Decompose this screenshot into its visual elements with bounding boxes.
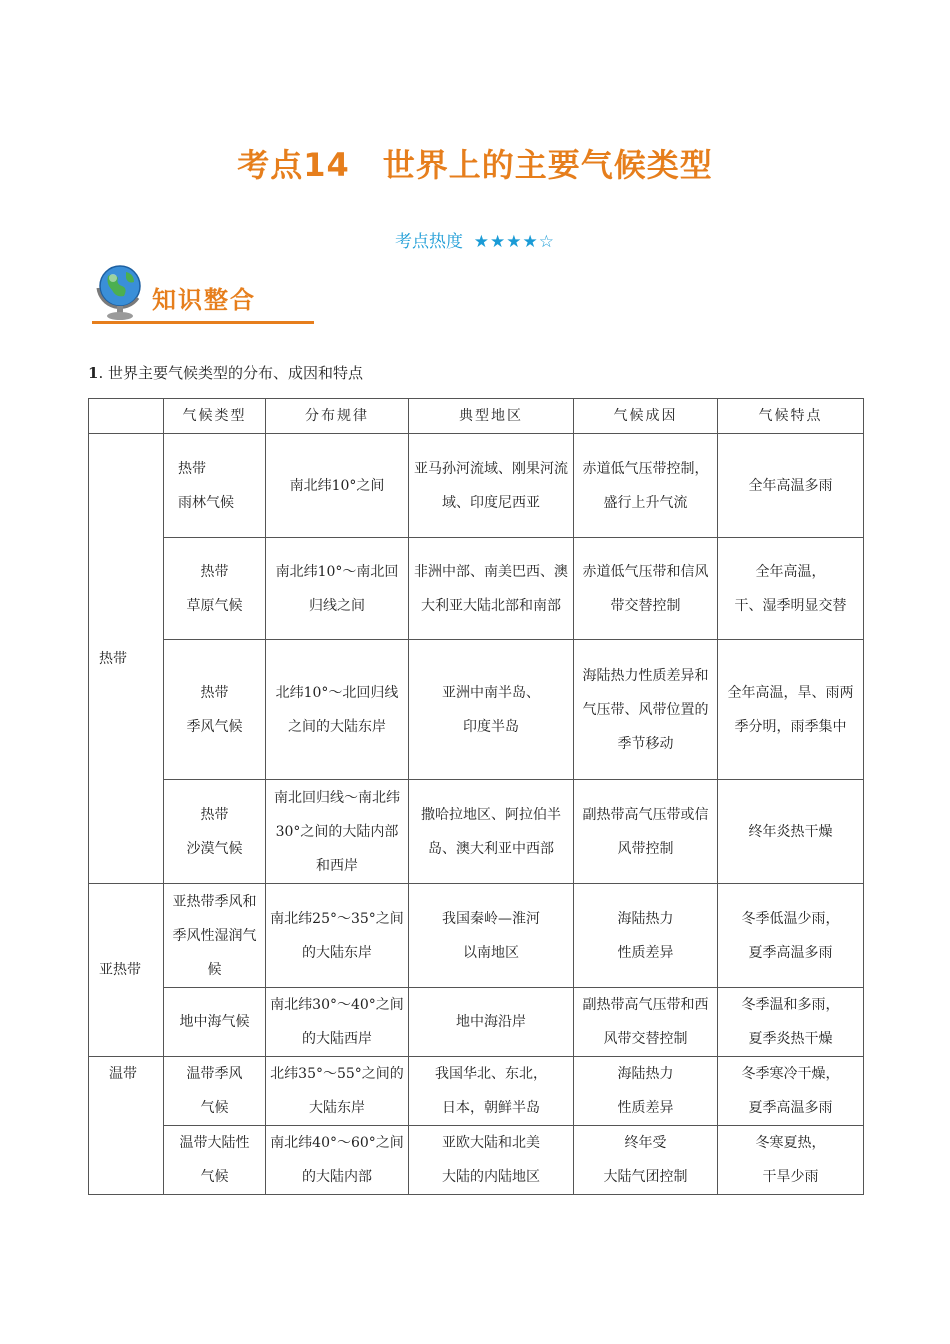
header-cell: 分布规律 — [266, 399, 409, 434]
heat-stars: ★★★★☆ — [473, 232, 555, 252]
type-cell: 热带 草原气候 — [164, 538, 266, 640]
climate-table — [88, 398, 864, 1195]
cause-cell: 赤道低气压带和信风带交替控制 — [574, 538, 718, 640]
table-header-row — [89, 399, 864, 434]
distribution-cell: 北纬10°～北回归线之间的大陆东岸 — [266, 640, 409, 780]
feature-cell: 全年高温，旱、雨两季分明，雨季集中 — [718, 640, 864, 780]
region-cell: 我国秦岭—淮河 以南地区 — [409, 884, 574, 988]
cause-cell: 终年受 大陆气团控制 — [574, 1126, 718, 1195]
table-row — [89, 434, 864, 538]
table-row — [89, 1057, 864, 1126]
zone-cell: 温带 — [89, 1057, 164, 1195]
cause-cell: 副热带高气压带或信风带控制 — [574, 780, 718, 884]
section-text: . 世界主要气候类型的分布、成因和特点 — [98, 364, 363, 382]
section-badge — [92, 262, 317, 328]
distribution-cell: 南北回归线～南北纬30°之间的大陆内部和西岸 — [266, 780, 409, 884]
feature-cell: 全年高温多雨 — [718, 434, 864, 538]
distribution-cell: 北纬35°～55°之间的大陆东岸 — [266, 1057, 409, 1126]
region-cell: 亚洲中南半岛、 印度半岛 — [409, 640, 574, 780]
cause-cell: 赤道低气压带控制，盛行上升气流 — [574, 434, 718, 538]
header-cell: 气候类型 — [164, 399, 266, 434]
table-row — [89, 780, 864, 884]
cause-cell: 海陆热力性质差异和气压带、风带位置的季节移动 — [574, 640, 718, 780]
table-row — [89, 1126, 864, 1195]
header-cell: 气候特点 — [718, 399, 864, 434]
section-badge-label: 知识整合 — [152, 286, 256, 314]
header-cell — [89, 399, 164, 434]
section-number: 1 — [88, 364, 99, 382]
badge-underline — [92, 321, 314, 324]
zone-cell: 亚热带 — [89, 884, 164, 1057]
globe-icon — [92, 262, 150, 322]
distribution-cell: 南北纬30°～40°之间的大陆西岸 — [266, 988, 409, 1057]
feature-cell: 全年高温， 干、湿季明显交替 — [718, 538, 864, 640]
table-row — [89, 538, 864, 640]
cause-cell: 海陆热力 性质差异 — [574, 884, 718, 988]
type-cell: 温带季风 气候 — [164, 1057, 266, 1126]
feature-cell: 冬季低温少雨， 夏季高温多雨 — [718, 884, 864, 988]
type-cell: 热带 沙漠气候 — [164, 780, 266, 884]
feature-cell: 冬季温和多雨， 夏季炎热干燥 — [718, 988, 864, 1057]
feature-cell: 终年炎热干燥 — [718, 780, 864, 884]
type-cell: 热带 雨林气候 — [164, 434, 266, 538]
distribution-cell: 南北纬40°～60°之间的大陆内部 — [266, 1126, 409, 1195]
distribution-cell: 南北纬10°之间 — [266, 434, 409, 538]
type-cell: 地中海气候 — [164, 988, 266, 1057]
type-cell: 热带 季风气候 — [164, 640, 266, 780]
cause-cell: 海陆热力 性质差异 — [574, 1057, 718, 1126]
header-cell: 气候成因 — [574, 399, 718, 434]
cause-cell: 副热带高气压带和西风带交替控制 — [574, 988, 718, 1057]
region-cell: 亚欧大陆和北美 大陆的内陆地区 — [409, 1126, 574, 1195]
distribution-cell: 南北纬25°～35°之间的大陆东岸 — [266, 884, 409, 988]
header-cell: 典型地区 — [409, 399, 574, 434]
region-cell: 亚马孙河流域、刚果河流域、印度尼西亚 — [409, 434, 574, 538]
feature-cell: 冬季寒冷干燥， 夏季高温多雨 — [718, 1057, 864, 1126]
distribution-cell: 南北纬10°～南北回归线之间 — [266, 538, 409, 640]
region-cell: 非洲中部、南美巴西、澳大利亚大陆北部和南部 — [409, 538, 574, 640]
region-cell: 我国华北、东北， 日本，朝鲜半岛 — [409, 1057, 574, 1126]
heat-rating — [0, 227, 950, 252]
table-row — [89, 640, 864, 780]
table-row — [89, 988, 864, 1057]
type-cell: 亚热带季风和季风性湿润气候 — [164, 884, 266, 988]
region-cell: 地中海沿岸 — [409, 988, 574, 1057]
zone-cell: 热带 — [89, 434, 164, 884]
region-cell: 撒哈拉地区、阿拉伯半岛、澳大利亚中西部 — [409, 780, 574, 884]
page-title: 考点14 世界上的主要气候类型 — [237, 146, 713, 184]
section-heading — [88, 362, 363, 383]
type-cell: 温带大陆性 气候 — [164, 1126, 266, 1195]
table-row — [89, 884, 864, 988]
heat-label: 考点热度 — [394, 232, 463, 252]
feature-cell: 冬寒夏热， 干旱少雨 — [718, 1126, 864, 1195]
